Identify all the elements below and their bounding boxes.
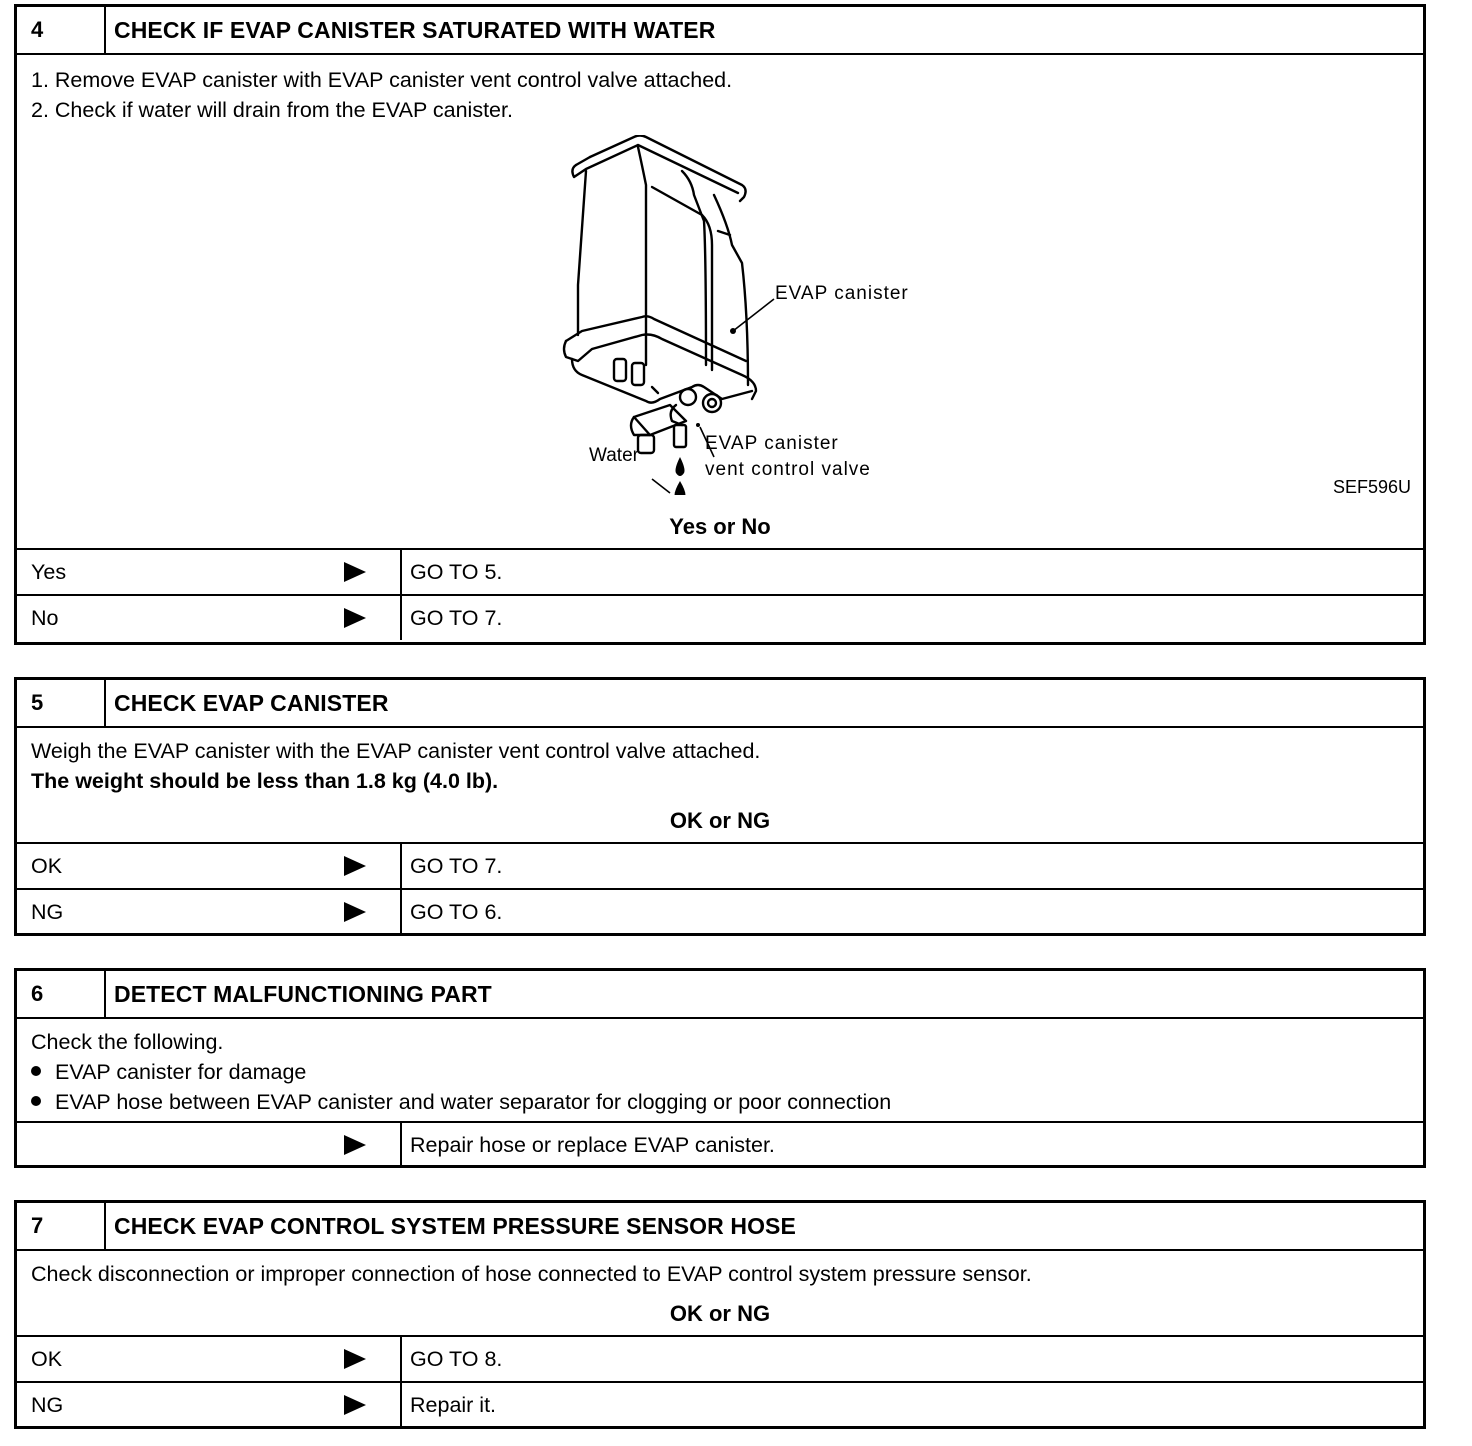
bullet-item: [31, 1087, 1423, 1117]
arrow-right-icon: [344, 902, 366, 922]
arrow-right-icon: [344, 1395, 366, 1415]
outcome-action[interactable]: GO TO 6.: [410, 900, 503, 924]
step-title: CHECK IF EVAP CANISTER SATURATED WITH WATER: [114, 17, 716, 43]
outcome-row[interactable]: [17, 1335, 1423, 1381]
step-title: CHECK EVAP CONTROL SYSTEM PRESSURE SENSOR HOSE: [114, 1213, 796, 1239]
outcome-action[interactable]: GO TO 7.: [410, 854, 503, 878]
step-body: [17, 55, 1423, 506]
decision-question: OK or NG: [669, 1301, 771, 1326]
outcome-row[interactable]: [17, 1121, 1423, 1167]
instruction-line: 2. Check if water will drain from the EVAP canister.: [31, 98, 513, 122]
outcome-action[interactable]: Repair it.: [410, 1393, 497, 1417]
arrow-right-icon: [344, 1135, 366, 1155]
step-number: 5: [17, 680, 106, 726]
outcome-condition: NG: [31, 1393, 64, 1417]
outcome-condition: Yes: [31, 560, 67, 584]
outcome-condition: OK: [31, 854, 63, 878]
outcome-row[interactable]: [17, 842, 1423, 888]
step-header: [17, 7, 1423, 55]
water-drop-icon: [675, 481, 686, 495]
outcome-row[interactable]: [17, 594, 1423, 640]
outcome-action[interactable]: GO TO 5.: [410, 560, 503, 584]
bullet-item: [31, 1057, 1423, 1087]
arrow-right-icon: [344, 1349, 366, 1369]
step-body: [17, 728, 1423, 800]
instruction-line: 1. Remove EVAP canister with EVAP canister vent control valve attached.: [31, 68, 733, 92]
figure-code: SEF596U: [1332, 477, 1411, 497]
instruction-line: Check disconnection or improper connection of hose connected to EVAP control system pressure sensor.: [31, 1262, 1032, 1286]
step-4-box: [14, 4, 1426, 645]
vent-valve-label-line2: vent control valve: [705, 459, 871, 480]
vent-valve-label-line1: EVAP canister: [705, 433, 839, 454]
step-number: 7: [17, 1203, 106, 1249]
decision-question: Yes or No: [669, 514, 771, 539]
step-body: [17, 1251, 1423, 1293]
bullet-icon: [31, 1096, 41, 1106]
step-title: DETECT MALFUNCTIONING PART: [114, 981, 492, 1007]
outcome-action[interactable]: Repair hose or replace EVAP canister.: [410, 1133, 775, 1157]
step-header: [17, 680, 1423, 728]
bullet-text: EVAP canister for damage: [55, 1060, 307, 1084]
step-number: 6: [17, 971, 106, 1017]
bullet-icon: [31, 1066, 41, 1076]
arrow-right-icon: [344, 856, 366, 876]
step-number: 4: [17, 7, 106, 53]
arrow-right-icon: [344, 562, 366, 582]
step-header: [17, 1203, 1423, 1251]
bullet-text: EVAP hose between EVAP canister and water separator for clogging or poor connection: [55, 1090, 892, 1114]
outcome-action[interactable]: GO TO 8.: [410, 1347, 503, 1371]
water-drop-icon: [676, 457, 685, 476]
outcome-row[interactable]: [17, 548, 1423, 594]
outcome-condition: NG: [31, 900, 64, 924]
step-6-box: [14, 968, 1426, 1168]
water-label: Water: [589, 445, 639, 466]
step-body: [17, 1019, 1423, 1121]
outcome-row[interactable]: [17, 888, 1423, 934]
decision-question: OK or NG: [669, 808, 771, 833]
instruction-line: Check the following.: [31, 1030, 224, 1054]
evap-canister-label: EVAP canister: [775, 283, 909, 304]
step-5-box: [14, 677, 1426, 936]
instruction-line: Weigh the EVAP canister with the EVAP canister vent control valve attached.: [31, 739, 761, 763]
arrow-right-icon: [344, 608, 366, 628]
outcome-row[interactable]: [17, 1381, 1423, 1427]
outcome-condition: No: [31, 606, 59, 630]
outcome-action[interactable]: GO TO 7.: [410, 606, 503, 630]
step-7-box: [14, 1200, 1426, 1429]
specification: The weight should be less than 1.8 kg (4.0 lb).: [31, 769, 499, 793]
step-title: CHECK EVAP CANISTER: [114, 690, 389, 716]
step-header: [17, 971, 1423, 1019]
outcome-condition: OK: [31, 1347, 63, 1371]
